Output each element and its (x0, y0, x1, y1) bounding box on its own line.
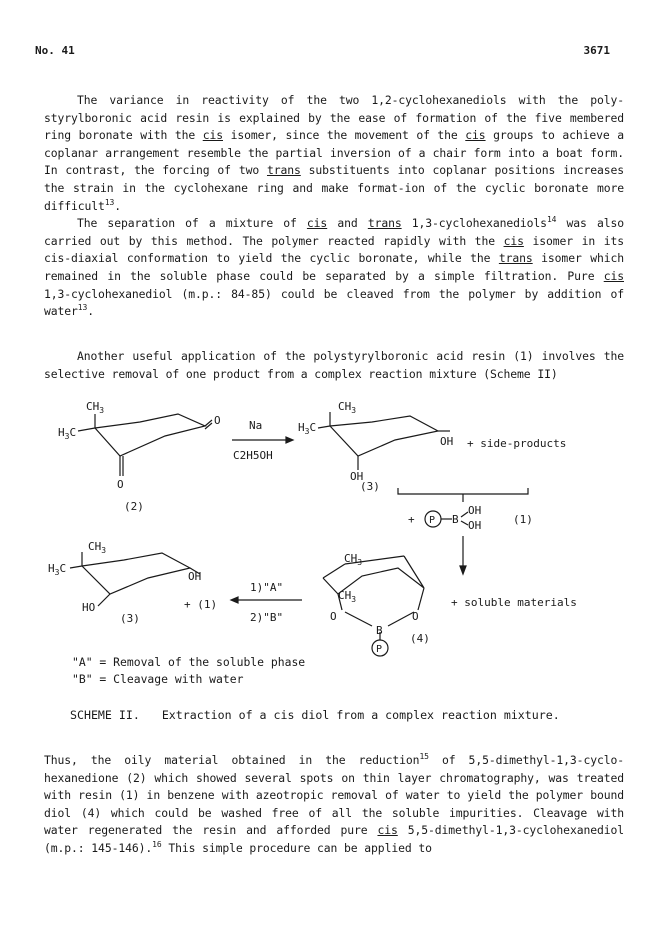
svg-text:CH3: $CH_3$ (338, 589, 357, 604)
citation-16: 16 (152, 840, 162, 850)
compound-3-label-top: (3) (360, 480, 380, 493)
citation-13b: 13 (77, 303, 88, 313)
soluble-materials-text: + soluble materials (451, 596, 577, 609)
side-products-text: + side-products (467, 437, 567, 450)
svg-text:O: O (214, 414, 221, 427)
svg-text:+ (1): + (1) (184, 598, 218, 611)
scheme-caption: SCHEME II. Extraction of a cis diol from a complex reaction mixture. (70, 708, 560, 722)
compound-4-structure (323, 556, 424, 656)
page-number: 3671 (583, 44, 610, 57)
paragraph-1: The variance in reactivity of the two 1,2-cyclohexanediols with the poly-styrylboronic acid resin is explained by the ease of formation of the five membered ring boronate with the cis isomer, since the movement of the cis groups to achieve a coplanar arrangement resemble the partial inversion of a chair form into a boat form. In contrast, the forcing of two trans substituents into coplanar positions increases the strain in the cyclohexane ring and make format-ion of the cyclic boronate more difficult$^{13}$. (44, 93, 625, 213)
legend-a: "A" = Removal of the soluble phase (72, 655, 306, 669)
svg-text:O: O (412, 610, 419, 623)
svg-text:CH3: $CH_3$ (88, 540, 107, 555)
citation-14: 14 (546, 215, 557, 225)
svg-text:2)"B": 2)"B" (250, 611, 284, 624)
svg-text:C2H5OH: C2H5OH (233, 449, 273, 462)
citation-15: 15 (419, 752, 429, 762)
svg-text:B: B (452, 513, 459, 526)
journal-issue: No. 41 (35, 44, 75, 57)
svg-text:P: P (376, 644, 383, 655)
svg-text:OH: OH (468, 504, 482, 517)
compound-3-bottom-structure (70, 552, 200, 606)
lower-text-block (44, 752, 624, 858)
intro-scheme-text (44, 348, 624, 383)
svg-text:H3C: $H_3C$ (58, 426, 77, 441)
svg-text:(1): (1) (513, 513, 533, 526)
svg-text:HO: HO (82, 601, 96, 614)
paragraph-4: Thus, the oily material obtained in the reduction$^{15}$ of 5,5-dimethyl-1,3-cyclo-hexanedione (2) which showed several spots on thin layer chromatography, was treated with resin (1) in benzene with azeotropic removal of water to yield the polymer bound diol (4) which could be washed free of all the soluble impurities. Cleavage with water regenerated the resin and afforded pure cis 5,5-dimethyl-1,3-cyclohexanediol (m.p.: 145-146).$^{16}$ This simple procedure can be applied to (44, 752, 625, 855)
svg-text:OH: OH (440, 435, 454, 448)
svg-text:O: O (117, 478, 124, 491)
mixture-bracket (398, 488, 528, 494)
svg-text:B: B (376, 624, 383, 637)
compound-3-structure (318, 412, 450, 470)
svg-text:OH: OH (350, 470, 364, 483)
upper-text-block (44, 92, 624, 321)
svg-text:1)"A": 1)"A" (250, 581, 284, 594)
svg-text:OH: OH (468, 519, 482, 532)
compound-3-label-bottom: (3) (120, 612, 140, 625)
compound-2-label: (2) (124, 500, 144, 513)
citation-13: 13 (104, 197, 115, 207)
svg-text:P: P (429, 515, 436, 526)
compound-2-structure (78, 414, 212, 476)
svg-text:OH: OH (188, 570, 202, 583)
svg-text:CH3: $CH_3$ (86, 400, 105, 415)
compound-4-label: (4) (410, 632, 430, 645)
svg-text:H3C: $H_3C$ (48, 562, 67, 577)
paragraph-2: The separation of a mixture of cis and trans 1,3-cyclohexanediols$^{14}$ was also carried out by this method. The polymer reacted rapidly with the cis isomer in its cis-diaxial conformation to yield the cyclic boronate, while the trans isomer which remained in the soluble phase could be separated by a simple filtration. Pure cis 1,3-cyclohexanediol (m.p.: 84-85) could be cleaved from the polymer by addition of water$^{13}$. (44, 215, 625, 319)
svg-text:O: O (330, 610, 337, 623)
svg-text:Na: Na (249, 419, 263, 432)
svg-text:+: + (408, 513, 415, 526)
paragraph-3: Another useful application of the polystyrylboronic acid resin (1) involves the selective removal of one product from a complex reaction mixture (Scheme II) (44, 349, 624, 381)
svg-text:CH3: $CH_3$ (338, 400, 357, 415)
svg-text:H3C: $H_3C$ (298, 421, 317, 436)
legend-b: "B" = Cleavage with water (72, 672, 244, 686)
scheme-ii (0, 398, 672, 728)
svg-text:CH3: $CH_3$ (344, 552, 363, 567)
